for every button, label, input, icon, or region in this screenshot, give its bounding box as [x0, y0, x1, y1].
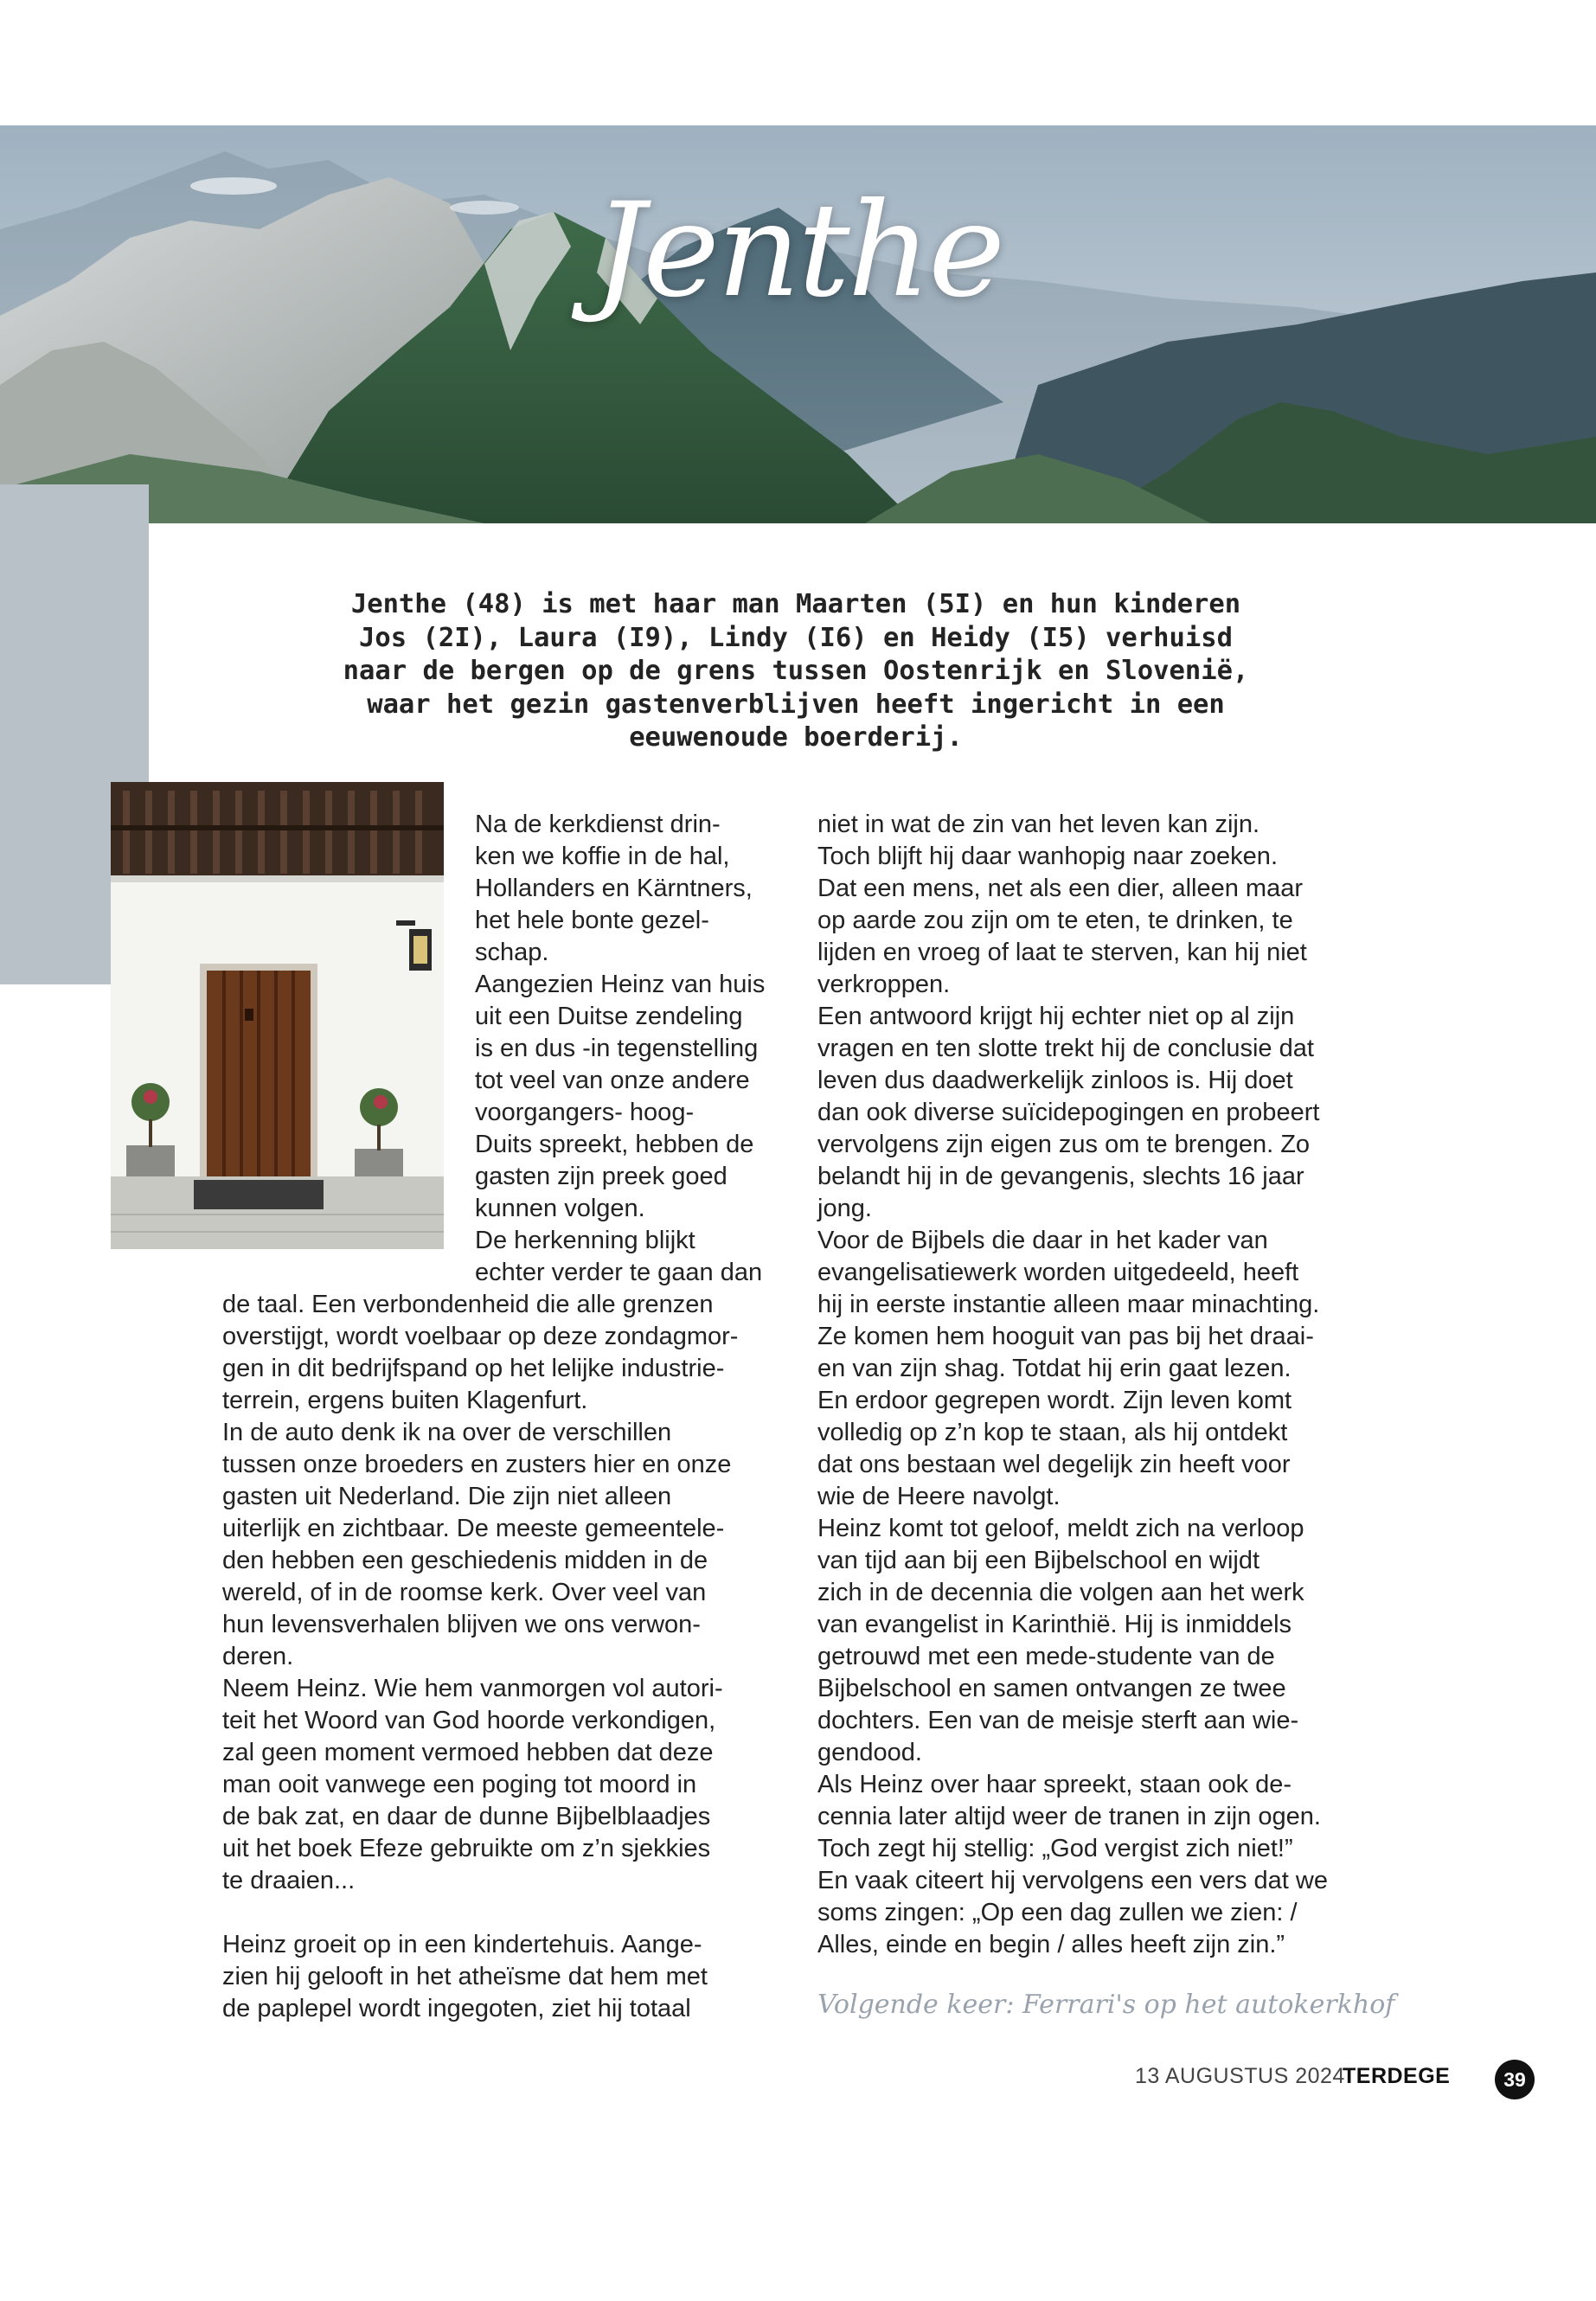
article-line: van tijd aan bij een Bijbelschool en wijdt	[817, 1547, 1260, 1574]
article-line: van evangelist in Karinthië. Hij is inmiddels	[817, 1611, 1292, 1638]
article-column-2	[817, 809, 1328, 1961]
article-line: Na de kerkdienst drin-	[475, 811, 721, 838]
article-line: zien hij gelooft in het atheïsme dat hem met	[222, 1963, 708, 1990]
article-line: de paplepel wordt ingegoten, ziet hij totaal	[222, 1995, 691, 2022]
article-line: verkroppen.	[817, 971, 951, 998]
article-line: op aarde zou zijn om te eten, te drinken, te	[817, 907, 1293, 934]
magazine-name: TERDEGE	[1343, 2064, 1451, 2088]
article-line: dat ons bestaan wel degelijk zin heeft voor	[817, 1451, 1291, 1478]
article-line: te draaien...	[222, 1867, 356, 1894]
intro-line: naar de bergen op de grens tussen Oostenrijk en Slovenië,	[343, 656, 1249, 686]
article-line: In de auto denk ik na over de verschillen	[222, 1419, 672, 1446]
article-line: vervolgens zijn eigen zus om te brengen. Zo	[817, 1131, 1311, 1158]
article-line: kunnen volgen.	[475, 1195, 645, 1222]
article-line: man ooit vanwege een poging tot moord in	[222, 1771, 697, 1798]
article-line: uiterlijk en zichtbaar. De meeste gemeentele-	[222, 1515, 725, 1542]
farmhouse-photo	[111, 782, 444, 1249]
article-line	[222, 1897, 738, 1929]
article-line: ken we koffie in de hal,	[475, 843, 730, 870]
page-number-badge: 39	[1495, 2060, 1535, 2099]
article-line: dan ook diverse suïcidepogingen en probeert	[817, 1099, 1320, 1126]
article-line: echter verder te gaan dan	[475, 1259, 763, 1286]
article-line: gasten uit Nederland. Die zijn niet alleen	[222, 1483, 672, 1510]
article-line: Een antwoord krijgt hij echter niet op al zijn	[817, 1003, 1295, 1030]
article-line: wereld, of in de roomse kerk. Over veel van	[222, 1579, 707, 1606]
article-line: En vaak citeert hij vervolgens een vers dat we	[817, 1867, 1328, 1894]
article-line: en van zijn shag. Totdat hij erin gaat lezen.	[817, 1355, 1292, 1382]
intro-line: Jenthe (48) is met haar man Maarten (5I) en hun kinderen	[350, 589, 1241, 619]
article-line: uit een Duitse zendeling	[475, 1003, 743, 1030]
article-line: teit het Woord van God hoorde verkondigen,	[222, 1707, 716, 1734]
article-line: Hollanders en Kärntners,	[475, 875, 753, 902]
article-line: lijden en vroeg of laat te sterven, kan hij niet	[817, 939, 1307, 966]
article-line: Toch zegt hij stellig: „God vergist zich niet!”	[817, 1835, 1293, 1862]
article-line: gen in dit bedrijfspand op het lelijke industrie-	[222, 1355, 725, 1382]
intro-line: eeuwenoude boerderij.	[629, 722, 963, 753]
article-line: zich in de decennia die volgen aan het werk	[817, 1579, 1304, 1606]
article-line: niet in wat de zin van het leven kan zijn.	[817, 811, 1260, 838]
article-line: evangelisatiewerk worden uitgedeeld, heeft	[817, 1259, 1299, 1286]
article-column-1-continued	[222, 1289, 738, 2025]
article-line: Bijbelschool en samen ontvangen ze twee	[817, 1675, 1286, 1702]
article-line: Toch blijft hij daar wanhopig naar zoeken.	[817, 843, 1278, 870]
article-line: schap.	[475, 939, 549, 966]
article-line: leven dus daadwerkelijk zinloos is. Hij doet	[817, 1067, 1293, 1094]
intro-line: Jos (2I), Laura (I9), Lindy (I6) en Heidy (I5) verhuisd	[359, 622, 1233, 653]
article-line: hij in eerste instantie alleen maar minachting.	[817, 1291, 1320, 1318]
page-title: Jenthe	[593, 176, 1003, 326]
article-line: belandt hij in de gevangenis, slechts 16 jaar	[817, 1163, 1304, 1190]
article-line: hun levensverhalen blijven we ons verwon-	[222, 1611, 701, 1638]
article-line: tot veel van onze andere	[475, 1067, 750, 1094]
issue-date: 13 AUGUSTUS 2024	[1135, 2064, 1345, 2088]
article-line: voorgangers- hoog-	[475, 1099, 695, 1126]
article-line: dochters. Een van de meisje sterft aan wie-	[817, 1707, 1299, 1734]
article-line: uit het boek Efeze gebruikte om z’n sjekkies	[222, 1835, 711, 1862]
next-episode-teaser: Volgende keer: Ferrari's op het autokerkhof	[817, 1990, 1395, 2020]
article-line: den hebben een geschiedenis midden in de	[222, 1547, 708, 1574]
article-line: de taal. Een verbondenheid die alle grenzen	[222, 1291, 714, 1318]
article-line: Als Heinz over haar spreekt, staan ook de-	[817, 1771, 1292, 1798]
intro-line: waar het gezin gastenverblijven heeft ingericht in een	[367, 689, 1225, 720]
article-line: De herkenning blijkt	[475, 1227, 695, 1254]
article-column-1	[475, 809, 765, 1289]
article-line: getrouwd met een mede-studente van de	[817, 1643, 1275, 1670]
article-line: Duits spreekt, hebben de	[475, 1131, 754, 1158]
article-line: terrein, ergens buiten Klagenfurt.	[222, 1387, 588, 1414]
intro-text	[277, 588, 1315, 755]
article-line: Heinz groeit op in een kindertehuis. Aange-	[222, 1931, 702, 1958]
article-line: de bak zat, en daar de dunne Bijbelblaadjes	[222, 1803, 711, 1830]
article-line: jong.	[817, 1195, 872, 1222]
farmhouse-door-icon	[111, 782, 444, 1249]
article-line: deren.	[222, 1643, 294, 1670]
article-line: vragen en ten slotte trekt hij de conclusie dat	[817, 1035, 1314, 1062]
article-line: Aangezien Heinz van huis	[475, 971, 766, 998]
article-line: Dat een mens, net als een dier, alleen maar	[817, 875, 1303, 902]
article-line: volledig op z’n kop te staan, als hij ontdekt	[817, 1419, 1288, 1446]
article-line: Neem Heinz. Wie hem vanmorgen vol autori-	[222, 1675, 723, 1702]
article-line: Ze komen hem hooguit van pas bij het draai-	[817, 1323, 1314, 1350]
article-line: Alles, einde en begin / alles heeft zijn zin.”	[817, 1931, 1285, 1958]
article-line: wie de Heere navolgt.	[817, 1483, 1061, 1510]
article-line: En erdoor gegrepen wordt. Zijn leven komt	[817, 1387, 1292, 1414]
article-line: tussen onze broeders en zusters hier en onze	[222, 1451, 732, 1478]
article-line: het hele bonte gezel-	[475, 907, 709, 934]
article-line: soms zingen: „Op een dag zullen we zien: /	[817, 1899, 1298, 1926]
article-line: Heinz komt tot geloof, meldt zich na verloop	[817, 1515, 1304, 1542]
article-line: is en dus -in tegenstelling	[475, 1035, 759, 1062]
article-line: cennia later altijd weer de tranen in zijn ogen.	[817, 1803, 1321, 1830]
article-line: overstijgt, wordt voelbaar op deze zondagmor-	[222, 1323, 739, 1350]
article-line: gasten zijn preek goed	[475, 1163, 727, 1190]
article-line: Voor de Bijbels die daar in het kader van	[817, 1227, 1268, 1254]
article-line: zal geen moment vermoed hebben dat deze	[222, 1739, 714, 1766]
article-line: gendood.	[817, 1739, 922, 1766]
